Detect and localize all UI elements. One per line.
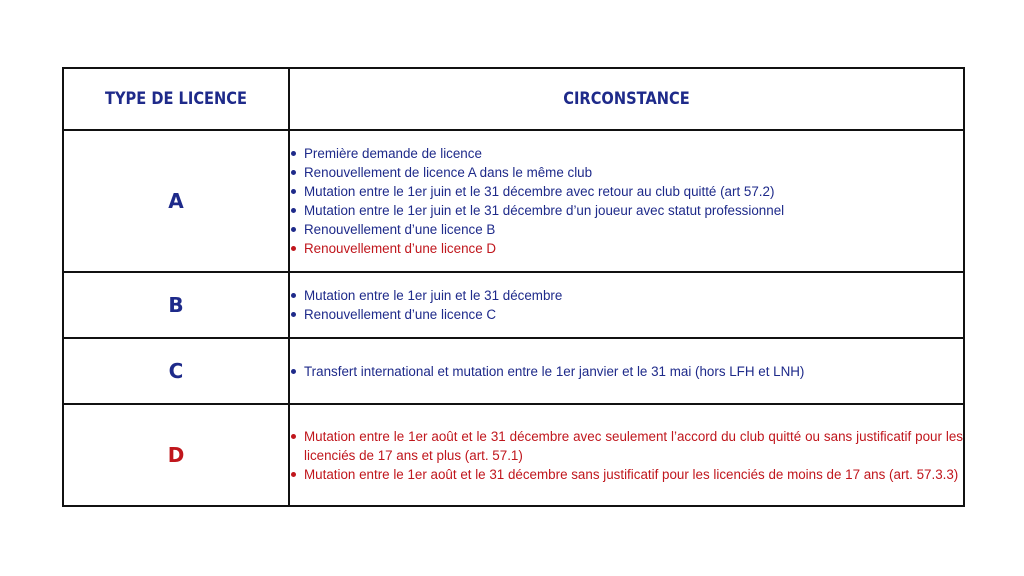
list-item: Mutation entre le 1er juin et le 31 décembre avec retour au club quitté (art 57.2) [290,182,963,201]
licence-type-b: B [63,272,289,338]
table-header-row [63,68,964,130]
table-row-d [63,404,964,506]
table-row-a [63,130,964,272]
list-item: Renouvellement d’une licence D [290,239,963,258]
list-item: Renouvellement d’une licence B [290,220,963,239]
circumstances-d [289,404,964,506]
table-row-b [63,272,964,338]
list-item: Renouvellement d’une licence C [290,305,963,324]
circumstances-c [289,338,964,404]
header-circonstance: CIRCONSTANCE [336,68,917,130]
circumstances-a [289,130,964,272]
circumstances-b [289,272,964,338]
list-item: Première demande de licence [290,144,963,163]
list-item: Renouvellement de licence A dans le même club [290,163,963,182]
licence-type-c: C [63,338,289,404]
list-item: Mutation entre le 1er août et le 31 décembre sans justificatif pour les licenciés de moins de 17 ans (art. 57.3.3) [290,465,963,484]
list-item: Mutation entre le 1er juin et le 31 décembre d’un joueur avec statut professionnel [290,201,963,220]
table-row-c [63,338,964,404]
list-item: Transfert international et mutation entre le 1er janvier et le 31 mai (hors LFH et LNH) [290,362,963,381]
licence-table [62,67,965,507]
licence-type-d: D [63,404,289,506]
list-item: Mutation entre le 1er août et le 31 décembre avec seulement l’accord du club quitté ou sans justificatif pour les licenciés de 17 ans et plus (art. 57.1) [290,427,963,465]
list-item: Mutation entre le 1er juin et le 31 décembre [290,286,963,305]
licence-type-a: A [63,130,289,272]
header-type-de-licence: TYPE DE LICENCE [79,68,273,130]
